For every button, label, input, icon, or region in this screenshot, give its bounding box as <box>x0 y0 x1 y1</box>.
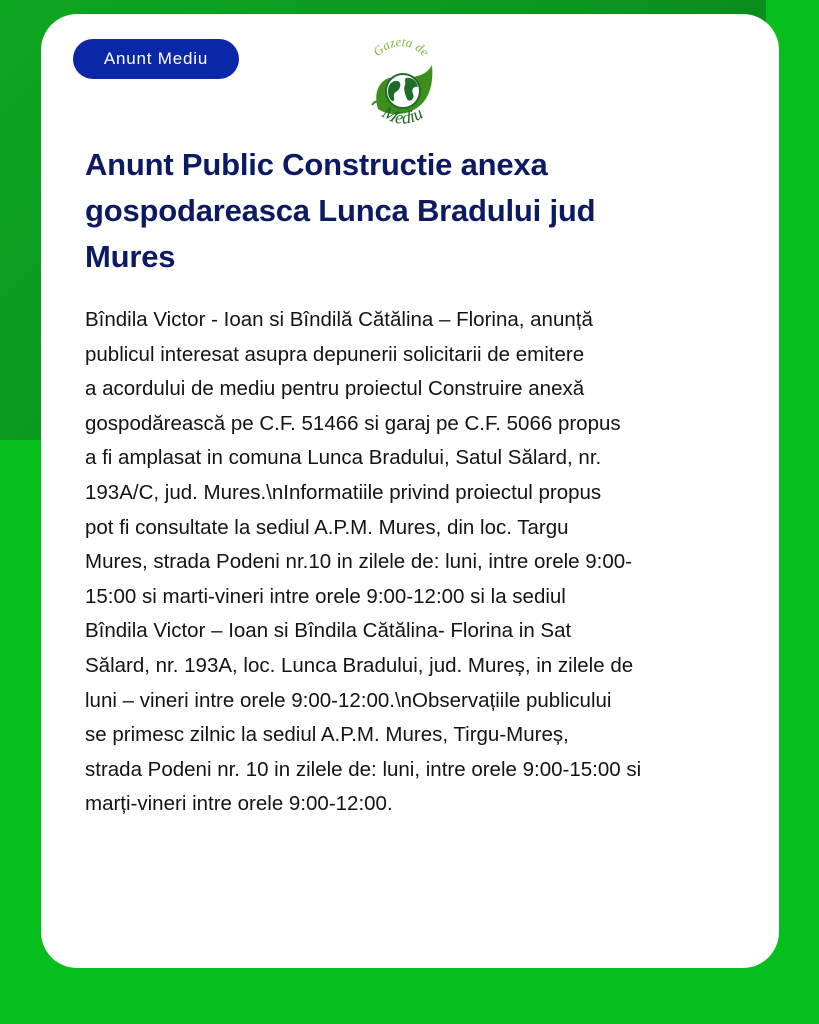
body-line: publicul interesat asupra depunerii solicitarii de emitere <box>85 342 585 366</box>
body-line: a fi amplasat in comuna Lunca Bradului, Satul Sălard, nr. <box>85 446 602 470</box>
gazeta-de-mediu-logo <box>358 39 444 135</box>
title-line: Anunt Public Constructie anexa <box>85 147 548 182</box>
svg-text:Mediu: Mediu <box>379 101 426 128</box>
body-line: gospodărească pe C.F. 51466 si garaj pe C.F. 5066 propus <box>85 411 621 435</box>
body-line: 15:00 si marti-vineri intre orele 9:00-12:00 si la sediul <box>85 584 566 608</box>
body-line: a acordului de mediu pentru proiectul Construire anexă <box>85 377 585 401</box>
body-line: Sălard, nr. 193A, loc. Lunca Bradului, jud. Mureș, in zilele de <box>85 653 634 677</box>
category-badge[interactable] <box>73 39 239 79</box>
title-line: Mures <box>85 239 176 274</box>
svg-text:Gazeta de: Gazeta de <box>369 39 433 60</box>
announcement-card <box>41 14 779 968</box>
body-line: se primesc zilnic la sediul A.P.M. Mures, Tirgu-Mureș, <box>85 723 569 747</box>
article-body <box>85 303 745 822</box>
body-line: Bîndila Victor - Ioan si Bîndilă Cătălina – Florina, anunță <box>85 308 593 331</box>
body-line: Mures, strada Podeni nr.10 in zilele de: luni, intre orele 9:00- <box>85 550 632 574</box>
body-line: pot fi consultate la sediul A.P.M. Mures, din loc. Targu <box>85 515 569 539</box>
body-line: 193A/C, jud. Mures.\nInformatiile privind proiectul propus <box>85 480 602 504</box>
article-title <box>85 142 735 280</box>
body-line: Bîndila Victor – Ioan si Bîndila Cătălina- Florina in Sat <box>85 619 572 643</box>
globe-leaf-icon <box>358 39 444 135</box>
title-line: gospodareasca Lunca Bradului jud <box>85 193 596 228</box>
body-line: strada Podeni nr. 10 in zilele de: luni, intre orele 9:00-15:00 si <box>85 757 642 781</box>
category-badge-label: Anunt Mediu <box>103 49 209 68</box>
body-line: luni – vineri intre orele 9:00-12:00.\nObservațiile publicului <box>85 688 612 712</box>
body-line: marți-vineri intre orele 9:00-12:00. <box>85 792 393 816</box>
